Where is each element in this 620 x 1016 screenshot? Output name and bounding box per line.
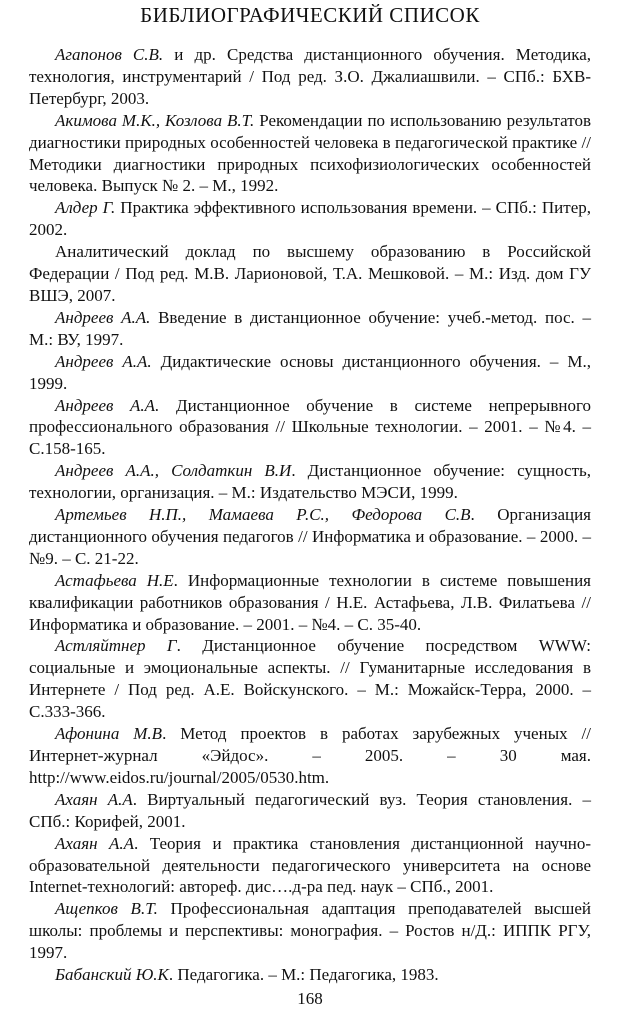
bibliography-entry xyxy=(29,460,591,504)
entry-author: Астафьева Н.Е xyxy=(55,570,174,590)
entry-text: . Виртуальный педагогический вуз. Теория становления. – СПб.: Корифей, 2001. xyxy=(29,789,592,831)
entry-text: . Организация дистанционного обучения педагогов // Информатика и образование. – 2000. – №9. – С. 21-22. xyxy=(29,505,591,568)
entry-text: Рекомендации по использованию результатов диагностики природных особенностей человека в педагогической практике // Методики диагностики природных психофизиологических особенностей человека. Выпуск № 2. – М., 1992. xyxy=(29,110,591,196)
bibliography-entry xyxy=(29,307,591,351)
entry-text: и др. Средства дистанционного обучения. Методика, технология, инструментарий / Под ред. З.О. Джалиашвили. – СПб.: БХВ-Петербург, 2003. xyxy=(29,45,592,108)
bibliography-entry xyxy=(29,570,591,636)
bibliography-entry xyxy=(29,110,591,198)
entry-author: Акимова М.К., Козлова В.Т. xyxy=(55,110,255,130)
entry-text: . Дистанционное обучение посредством WWW: социальные и эмоциональные аспекты. // Гуманитарные исследования в Интернете / Под ред. А.Е. Войскунского. – М.: Можайск-Терра, 2000. – С.333-366. xyxy=(29,636,591,722)
bibliography-entry xyxy=(29,197,591,241)
bibliography-entry xyxy=(29,635,591,723)
entry-author: Астляйтнер Г xyxy=(55,636,177,656)
entry-author: Агапонов С.В. xyxy=(55,45,164,64)
entry-author: Андреев А.А., Солдаткин В.И xyxy=(55,461,292,481)
entry-author: Андреев А.А. xyxy=(55,351,152,371)
entry-author: Алдер Г. xyxy=(55,198,116,218)
bibliography-entry xyxy=(29,44,591,110)
entry-author: Андреев А.А. xyxy=(55,395,160,415)
entry-author: Артемьев Н.П., Мамаева Р.С., Федорова С.В xyxy=(55,505,471,525)
entry-text: . Метод проектов в работах зарубежных ученых // Интернет-журнал «Эйдос». – 2005. – 30 мая. http://www.eidos.ru/journal/2005/0530.htm. xyxy=(29,724,591,787)
entry-author: Андреев А.А. xyxy=(55,307,151,327)
entry-text: Введение в дистанционное обучение: учеб.-метод. пос. – М.: ВУ, 1997. xyxy=(29,307,591,349)
bibliography-entry xyxy=(29,395,591,461)
entry-text: Аналитический доклад по высшему образованию в Российской Федерации / Под ред. М.В. Ларионовой, Т.А. Мешковой. – М.: Изд. дом ГУ ВШЭ, 2007. xyxy=(29,242,591,305)
entry-text: . Педагогика. – М.: Педагогика, 1983. xyxy=(168,965,439,985)
entry-author: Ахаян А.А xyxy=(55,789,133,809)
entry-text: . Информационные технологии в системе повышения квалификации работников образования / Н.Е. Астафьева, Л.В. Филатьева // Информатика и образование. – 2001. – №4. – С. 35-40. xyxy=(29,570,591,634)
entry-author: Ахаян А.А xyxy=(55,833,135,853)
entry-text: Дидактические основы дистанционного обучения. – М., 1999. xyxy=(29,351,592,393)
entry-author: Бабанский Ю.К xyxy=(55,965,169,985)
entry-author: Ащепков В.Т. xyxy=(55,899,158,919)
entry-text: Профессиональная адаптация преподавателей высшей школы: проблемы и перспективы: монография. – Ростов н/Д.: ИППК РГУ, 1997. xyxy=(29,899,591,963)
bibliography-entry xyxy=(29,241,591,307)
bibliography-list xyxy=(29,44,591,986)
entry-text: Практика эффективного использования времени. – СПб.: Питер, 2002. xyxy=(29,198,591,240)
bibliography-entry xyxy=(29,351,591,395)
bibliography-entry xyxy=(29,789,591,833)
bibliography-entry xyxy=(29,964,591,986)
bibliography-entry xyxy=(29,723,591,789)
bibliography-entry xyxy=(29,833,591,899)
bibliography-entry xyxy=(29,898,591,964)
entry-author: Афонина М.В xyxy=(55,724,163,744)
page-heading: БИБЛИОГРАФИЧЕСКИЙ СПИСОК xyxy=(140,3,480,27)
entry-text: . Дистанционное обучение: сущность, технологии, организация. – М.: Издательство МЭСИ, 1999. xyxy=(29,461,592,503)
page-number: 168 xyxy=(297,989,323,1008)
entry-text: . Теория и практика становления дистанционной научно-образовательной деятельности педагогического университета на основе Internet-технологий: автореф. дис….д-ра пед. наук – СПб., 2001. xyxy=(29,833,592,897)
bibliography-entry xyxy=(29,504,591,570)
entry-text: Дистанционное обучение в системе непрерывного профессионального образования // Школьные технологии. – 2001. – №4. – С.158-165. xyxy=(29,395,591,459)
